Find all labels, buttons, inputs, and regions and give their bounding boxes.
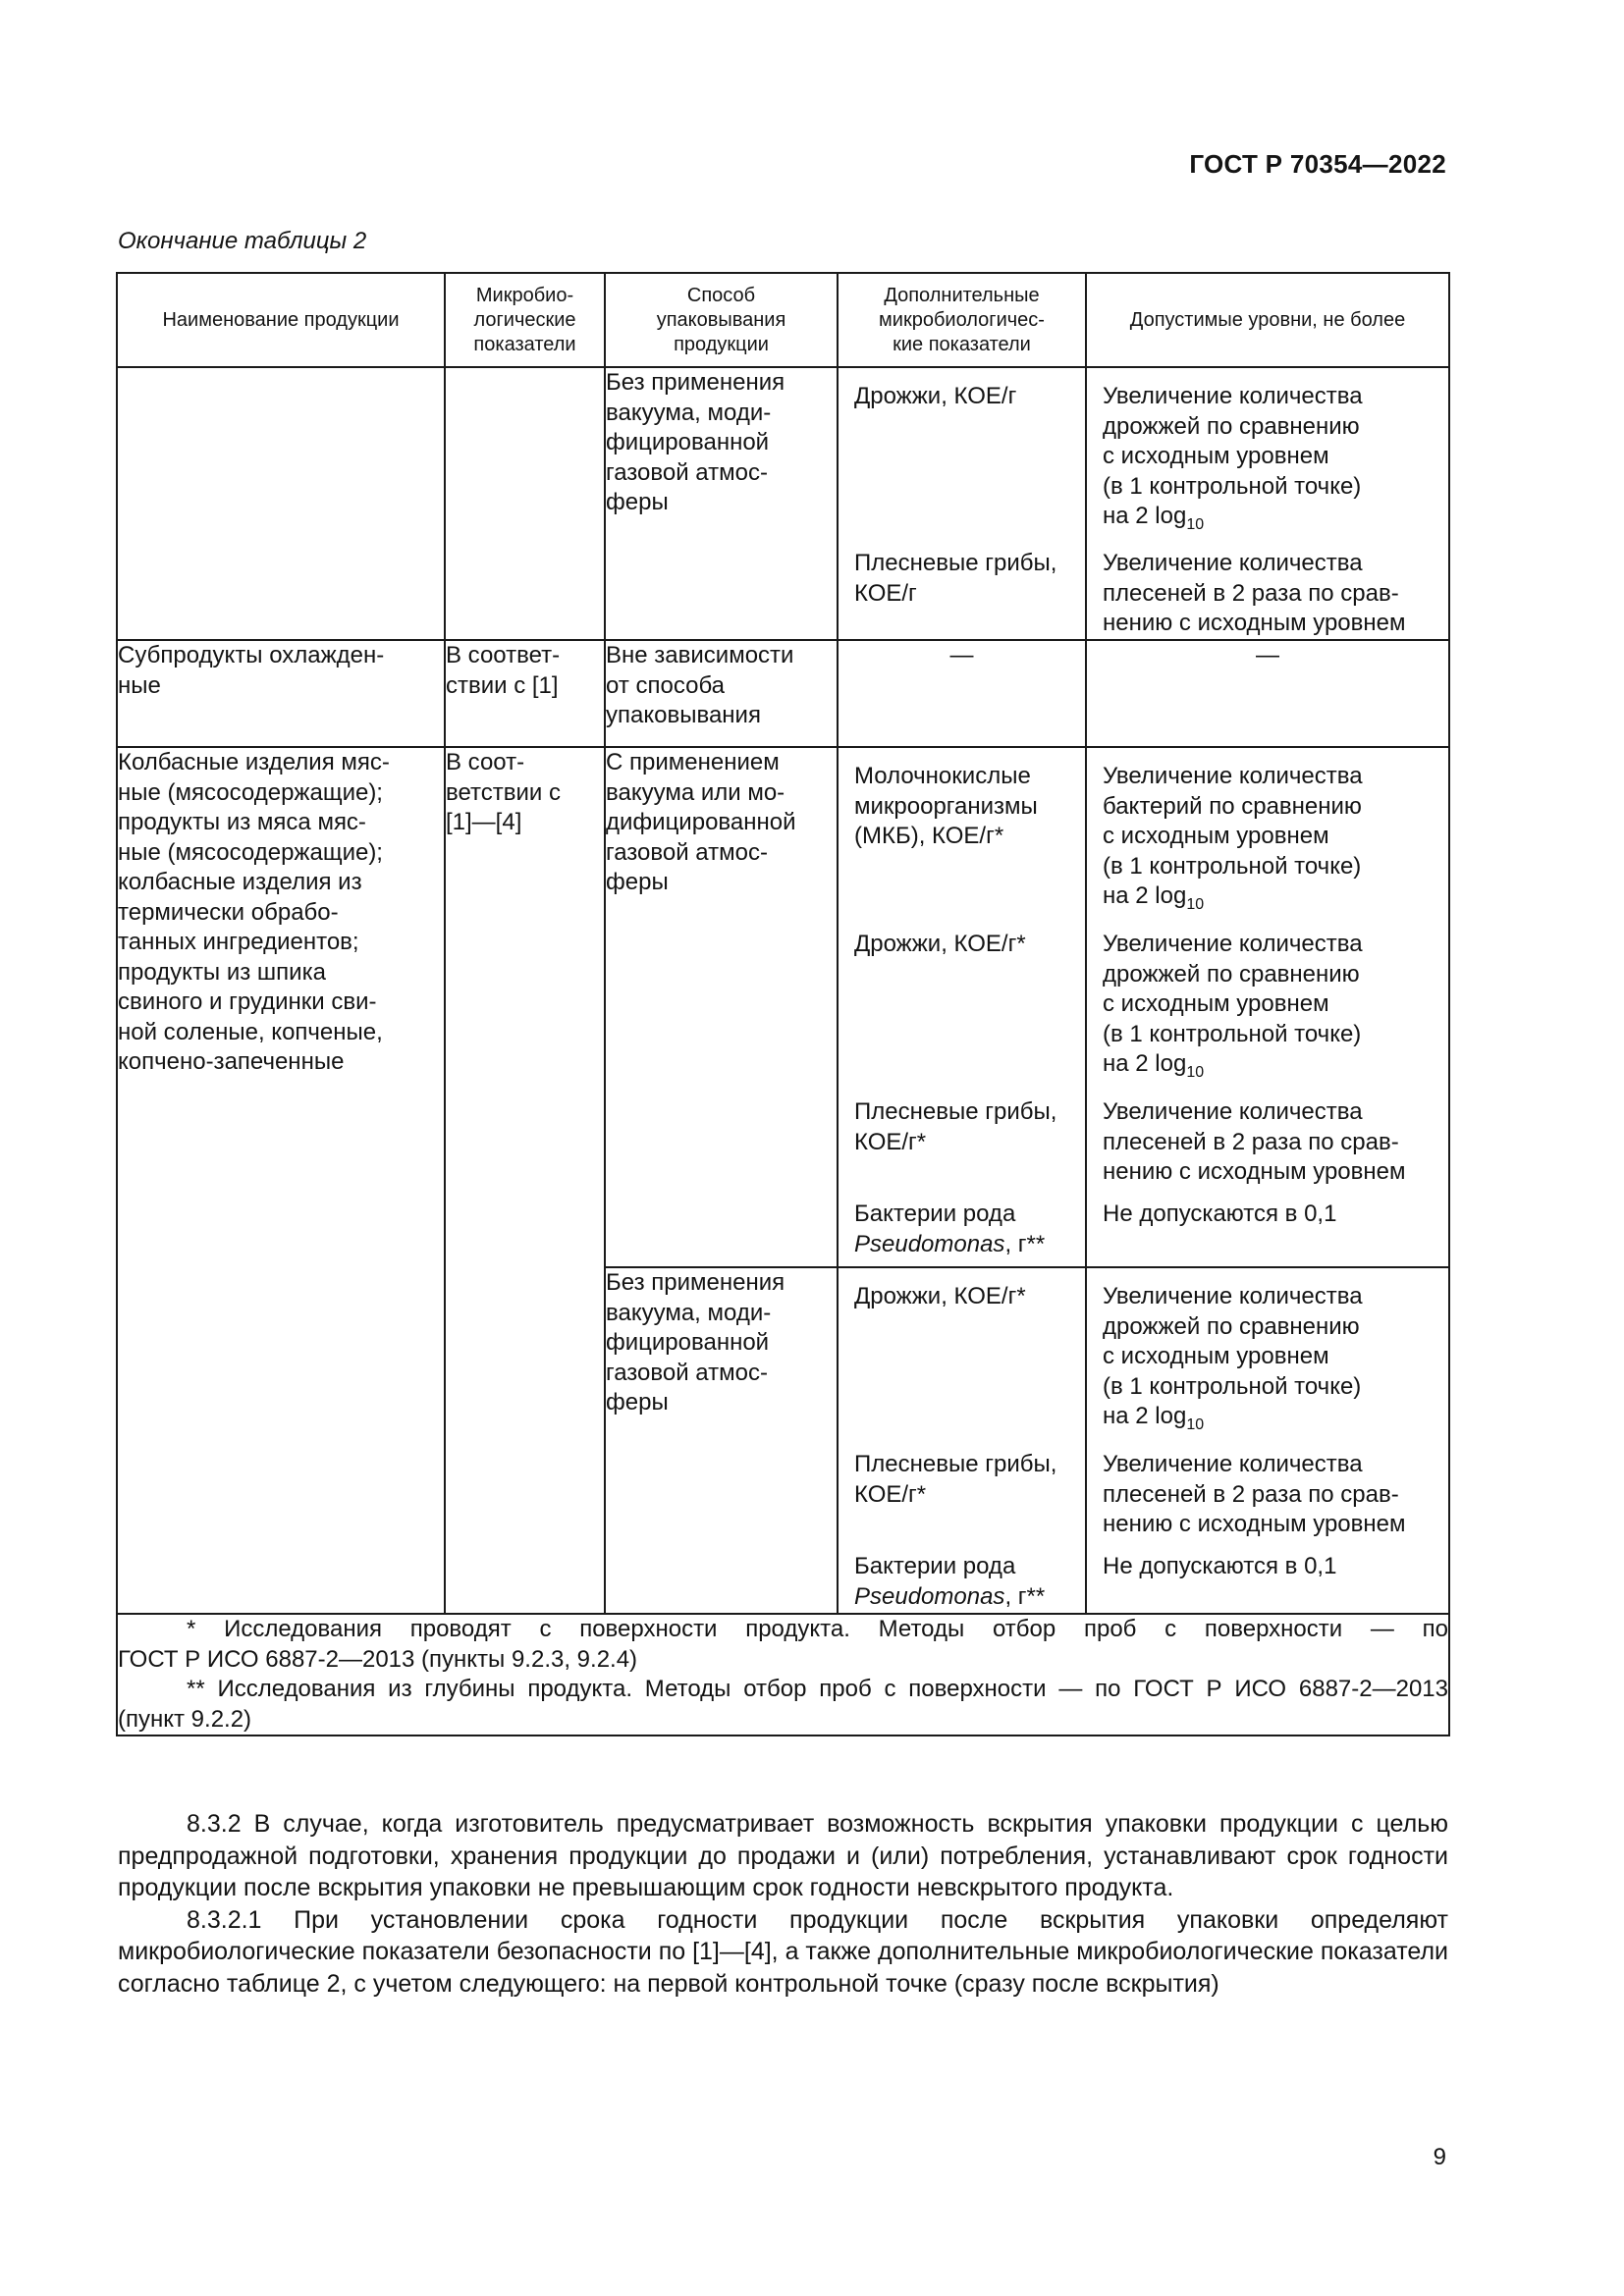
col-header-method: Способ упаковывания продукции — [605, 273, 838, 367]
table-row — [117, 367, 1449, 640]
footnote-1-cont: ГОСТ Р ИСО 6887-2—2013 (пункты 9.2.3, 9.2.4) — [118, 1645, 638, 1673]
level-text: Не допускаются в 0,1 — [1103, 1553, 1337, 1579]
footnote-2: ** Исследования из глубины продукта. Методы отбор проб с поверхности — по ГОСТ Р ИСО 6887-2—2013 — [187, 1676, 1448, 1702]
product-cell: Субпродукты охлажден- ные — [117, 640, 445, 747]
level-cell — [1086, 747, 1449, 1267]
table-notes-row — [117, 1614, 1449, 1735]
level-cell: — — [1086, 640, 1449, 747]
table-header-row — [117, 273, 1449, 367]
level-cell — [1086, 367, 1449, 640]
indicator-cell: — — [838, 640, 1086, 747]
micro-cell: В соот- ветствии с [1]—[4] — [445, 747, 605, 1614]
indicator-name: Плесневые грибы, КОЕ/г* — [854, 1451, 1057, 1508]
footnote-2-cont: (пункт 9.2.2) — [118, 1705, 252, 1733]
level-text: Увеличение количества дрожжей по сравнению с исходным уровнем (в 1 контрольной точке) на 2 $\log_{10}$ — [1103, 931, 1363, 1081]
micro-cell: В соответ- ствии с [1] — [445, 640, 605, 747]
method-cell: Без применения вакуума, моди- фицированной газовой атмос- феры — [605, 1267, 838, 1614]
indicator-name: Плесневые грибы, КОЕ/г — [854, 550, 1057, 607]
indicator-name: Дрожжи, КОЕ/г — [854, 383, 1017, 409]
level-cell — [1086, 1267, 1449, 1614]
method-cell: С применением вакуума или мо- дифицированной газовой атмос- феры — [605, 747, 838, 1267]
body-text — [118, 1808, 1448, 2000]
level-text: Увеличение количества дрожжей по сравнению с исходным уровнем (в 1 контрольной точке) на 2 $\log_{10}$ — [1103, 383, 1363, 533]
indicator-name: Дрожжи, КОЕ/г* — [854, 1283, 1026, 1309]
indicator-name: Бактерии рода Pseudomonas, г** — [854, 1201, 1046, 1257]
footnote-1: * Исследования проводят с поверхности продукта. Методы отбор проб с поверхности — по — [187, 1616, 1448, 1642]
table-caption: Окончание таблицы 2 — [118, 228, 367, 254]
col-header-additional: Дополнительные микробиологичес- кие показатели — [838, 273, 1086, 367]
col-header-levels: Допустимые уровни, не более — [1086, 273, 1449, 367]
level-text: Увеличение количества плесеней в 2 раза по срав- нению с исходным уровнем — [1103, 1451, 1406, 1537]
indicator-name: Дрожжи, КОЕ/г* — [854, 931, 1026, 957]
micro-cell-empty — [445, 367, 605, 640]
method-cell: Без применения вакуума, моди- фицированной газовой атмос- феры — [605, 367, 838, 640]
product-cell-empty — [117, 367, 445, 640]
indicator-cell — [838, 1267, 1086, 1614]
page-number: 9 — [1433, 2144, 1446, 2170]
indicator-name: Бактерии рода Pseudomonas, г** — [854, 1553, 1046, 1610]
table-notes — [117, 1614, 1449, 1735]
col-header-micro: Микробио- логические показатели — [445, 273, 605, 367]
document-id: ГОСТ Р 70354—2022 — [1189, 149, 1446, 179]
indicator-name: Плесневые грибы, КОЕ/г* — [854, 1098, 1057, 1155]
indicator-cell — [838, 747, 1086, 1267]
level-text: Увеличение количества плесеней в 2 раза по срав- нению с исходным уровнем — [1103, 550, 1406, 636]
paragraph-8-3-2-1: 8.3.2.1 При установлении срока годности продукции после вскрытия упаковки определяют микробиологические показатели безопасности по [1]—[4], а также дополнительные микробиологические показатели согласно таблице 2, с учетом следующего: на первой контрольной точке (сразу после вскрытия) — [118, 1905, 1448, 1998]
indicator-name: Молочнокислые микроорганизмы (МКБ), КОЕ/г* — [854, 763, 1038, 849]
col-header-product: Наименование продукции — [117, 273, 445, 367]
indicator-cell — [838, 367, 1086, 640]
method-cell: Вне зависимости от способа упаковывания — [605, 640, 838, 747]
level-text: Не допускаются в 0,1 — [1103, 1201, 1337, 1227]
level-text: Увеличение количества бактерий по сравнению с исходным уровнем (в 1 контрольной точке) на 2 $\log_{10}$ — [1103, 763, 1363, 913]
level-text: Увеличение количества плесеней в 2 раза по срав- нению с исходным уровнем — [1103, 1098, 1406, 1185]
table-row — [117, 640, 1449, 747]
level-text: Увеличение количества дрожжей по сравнению с исходным уровнем (в 1 контрольной точке) на 2 $\log_{10}$ — [1103, 1283, 1363, 1433]
table-2-continuation — [116, 272, 1450, 1736]
product-cell: Колбасные изделия мяс- ные (мясосодержащие); продукты из мяса мяс- ные (мясосодержащие); колбасные изделия из термически обрабо- танных ингредиентов; продукты из шпика свиного и грудинки сви- ной соленые, копченые, копчено-запеченные — [117, 747, 445, 1614]
paragraph-8-3-2: 8.3.2 В случае, когда изготовитель предусматривает возможность вскрытия упаковки продукции с целью предпродажной подготовки, хранения продукции до продажи и (или) потребления, устанавливают срок годности продукции после вскрытия упаковки не превышающим срок годности невскрытого продукта. — [118, 1810, 1448, 1901]
table-row — [117, 747, 1449, 1267]
